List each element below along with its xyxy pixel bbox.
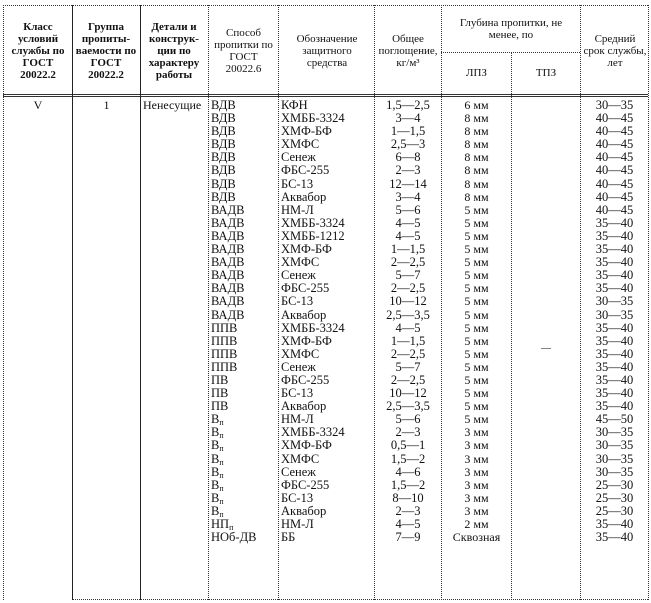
cell-method [211,413,277,426]
method-code: ПВ [211,372,229,387]
header-group: Группа пропиты-ваемости по ГОСТ 20022.2 [75,21,137,81]
column-agent [281,99,373,544]
cell-service-life: 35—40 [595,242,634,257]
method-code: ВДВ [211,111,236,126]
method-subscript: п [219,431,224,441]
cell-service-life: 25—30 [595,503,634,518]
method-subscript: п [219,496,224,506]
cell-service-life: 30—35 [595,294,634,309]
cell-absorption: 5—6 [395,202,421,217]
cell-lpz: 3 мм [464,425,489,440]
impregnation-table [3,5,648,600]
cell-absorption: 4—5 [395,228,421,243]
cell-absorption: 2,5—3,5 [386,399,430,414]
method-code: В [211,438,220,453]
cell-absorption: 2—2,5 [390,346,426,361]
col-border-7 [511,52,512,600]
cell-service-life: 30—35 [595,464,634,479]
cell-absorption: 2—3 [395,163,421,178]
method-code: ППВ [211,320,238,335]
col-border-9 [648,5,649,600]
cell-lpz: 3 мм [464,477,489,492]
column-lpz [442,99,511,544]
cell-agent: ХМББ-3324 [281,111,345,126]
cell-agent: БС-13 [281,294,314,309]
cell-agent: ХМББ-1212 [281,228,345,243]
method-subscript: п [219,418,224,428]
cell-lpz: 8 мм [464,111,489,126]
method-code: ВАДВ [211,281,245,296]
cell-lpz: 3 мм [464,451,489,466]
method-code: В [211,464,220,479]
col-border-0 [3,5,4,600]
method-code: ППВ [211,333,238,348]
cell-lpz: 3 мм [464,503,489,518]
cell-service-life: 40—45 [595,124,634,139]
cell-service-life: 35—40 [595,372,634,387]
method-code: В [211,477,220,492]
cell-lpz: 5 мм [464,255,489,270]
cell-lpz: 8 мм [464,163,489,178]
cell-absorption: 1—1,5 [390,333,426,348]
cell-absorption: 6—8 [395,150,421,165]
cell-agent: ХМФ-БФ [281,242,332,257]
cell-service-life: 45—50 [595,412,634,427]
method-code: ППВ [211,359,238,374]
cell-absorption: 1—1,5 [390,242,426,257]
cell-absorption: 2—2,5 [390,255,426,270]
cell-agent: Аквабор [281,189,327,204]
cell-service-life: 35—40 [595,228,634,243]
cell-service-life: 40—45 [595,163,634,178]
table-bottom-border [72,599,648,600]
cell-agent: ХМФ-БФ [281,124,332,139]
cell-absorption: 4—5 [395,517,421,531]
cell-service-life: 35—40 [595,399,634,414]
cell-agent: ФБС-255 [281,281,330,296]
cell-lpz: 5 мм [464,320,489,335]
cell-agent: ХМББ-3324 [281,425,345,440]
cell-method [211,426,277,439]
cell-service-life: 40—45 [595,202,634,217]
cell-service-life: 25—30 [595,477,634,492]
cell-service-life: 35—40 [595,346,634,361]
method-code: ВАДВ [211,202,245,217]
cell-absorption: 2—2,5 [390,372,426,387]
cell-lpz: Сквозная [452,530,501,545]
col-border-4 [278,5,279,600]
header-service-life: Средний срок службы, лет [583,33,647,69]
cell-service-life: 35—40 [595,281,634,296]
method-code: ПВ [211,399,229,414]
cell-lpz: 5 мм [464,242,489,257]
cell-lpz: 8 мм [464,176,489,191]
cell-lpz: 5 мм [464,281,489,296]
method-code: ВАДВ [211,268,245,283]
cell-class: V [33,98,43,112]
header-absorption-text: Общее поглощение, кг/м³ [378,33,438,69]
method-code: В [211,503,220,518]
cell-absorption: 2—3 [395,425,421,440]
method-code: ВАДВ [211,307,245,322]
cell-service-life: 40—45 [595,150,634,165]
cell-details: Ненесущие [143,98,202,112]
cell-agent: Сенеж [281,268,316,283]
header-depth: Глубина пропитки, не менее, по [459,17,563,41]
cell-method [211,400,277,413]
cell-agent: ФБС-255 [281,372,330,387]
cell-agent: Сенеж [281,359,316,374]
method-code: ВДВ [211,189,236,204]
cell-absorption: 4—6 [395,464,421,479]
cell-agent: КФН [281,98,308,112]
method-code: ВДВ [211,163,236,178]
method-subscript: п [219,444,224,454]
cell-lpz: 5 мм [464,307,489,322]
cell-agent: ХМФС [281,451,320,466]
cell-lpz: 8 мм [464,189,489,204]
column-method [211,99,277,544]
cell-method [211,453,277,466]
cell-agent: Аквабор [281,399,327,414]
cell-agent: БС-13 [281,490,314,505]
method-code: ВАДВ [211,255,245,270]
cell-absorption: 1—1,5 [390,124,426,139]
cell-agent: НМ-Л [281,517,314,531]
cell-lpz: 8 мм [464,150,489,165]
cell-agent: ХМФС [281,255,320,270]
cell-agent: Аквабор [281,503,327,518]
cell-absorption: 5—7 [395,359,421,374]
cell-service-life: 35—40 [595,268,634,283]
method-subscript: п [219,470,224,480]
cell-lpz: 5 мм [464,359,489,374]
cell-absorption: 2—2,5 [390,281,426,296]
cell-service-life: 40—45 [595,189,634,204]
cell-absorption: 2—3 [395,503,421,518]
header-absorption [375,9,441,93]
cell-absorption: 5—7 [395,268,421,283]
cell-service-life: 25—30 [595,490,634,505]
cell-service-life: 30—35 [595,425,634,440]
method-subscript: п [229,523,234,532]
method-code: В [211,425,220,440]
method-subscript: п [219,483,224,493]
cell-service-life: 35—40 [595,320,634,335]
cell-service-life: 30—35 [595,98,634,112]
method-code: ВДВ [211,98,236,112]
cell-agent: ХМФ-БФ [281,438,332,453]
header-bottom-border [3,94,648,97]
cell-lpz: 5 мм [464,346,489,361]
cell-lpz: 5 мм [464,372,489,387]
table-top-border [3,5,648,6]
col-border-3 [208,5,209,600]
column-absorption [375,99,441,544]
method-code: ВДВ [211,137,236,152]
cell-agent: ХМББ-3324 [281,320,345,335]
method-code: В [211,490,220,505]
cell-service-life: 40—45 [595,176,634,191]
method-code: ВАДВ [211,215,245,230]
header-designation: Обозначение защитного средства [296,33,358,69]
cell-lpz: 5 мм [464,399,489,414]
header-method: Способ пропитки по ГОСТ 20022.6 [214,27,273,75]
cell-agent: Сенеж [281,150,316,165]
cell-absorption: 0,5—1 [390,438,426,453]
cell-agent: НМ-Л [281,202,314,217]
cell-absorption: 4—5 [395,320,421,335]
column-service-life [581,99,648,544]
cell-absorption: 1,5—2,5 [386,98,430,112]
cell-agent: ХМФ-БФ [281,333,332,348]
cell-lpz: 5 мм [464,202,489,217]
cell-absorption: 8—10 [392,490,424,505]
method-code: ППВ [211,346,238,361]
cell-agent: БС-13 [281,386,314,401]
cell-absorption: 1,5—2 [390,477,426,492]
cell-agent: ФБС-255 [281,477,330,492]
method-code: ВДВ [211,176,236,191]
cell-lpz: 5 мм [464,268,489,283]
cell-agent: Аквабор [281,307,327,322]
cell-method [211,439,277,452]
cell-method [211,466,277,479]
cell-method [211,492,277,505]
cell-service-life: 35—40 [595,517,634,531]
cell-tpz: — [541,343,551,354]
col-border-1 [72,5,73,600]
method-code: ВДВ [211,150,236,165]
method-code: В [211,451,220,466]
cell-lpz: 3 мм [464,438,489,453]
method-code: ПВ [211,386,229,401]
cell-service-life: 30—35 [595,438,634,453]
cell-lpz: 3 мм [464,490,489,505]
cell-method [211,479,277,492]
cell-absorption: 10—12 [389,386,427,401]
cell-lpz: 3 мм [464,464,489,479]
cell-absorption: 2,5—3 [390,137,426,152]
cell-agent: БС-13 [281,176,314,191]
method-code: В [211,412,220,427]
method-code: ВАДВ [211,294,245,309]
cell-absorption: 7—9 [395,530,421,545]
cell-lpz: 6 мм [464,98,489,112]
cell-service-life: 35—40 [595,255,634,270]
cell-service-life: 40—45 [595,137,634,152]
cell-service-life: 35—40 [595,333,634,348]
cell-agent: Сенеж [281,464,316,479]
cell-service-life: 35—40 [595,530,634,545]
cell-service-life: 30—35 [595,307,634,322]
cell-agent: ХМФС [281,137,320,152]
method-subscript: п [219,509,224,519]
cell-lpz: 5 мм [464,228,489,243]
cell-service-life: 30—35 [595,451,634,466]
cell-method [211,531,277,544]
cell-absorption: 3—4 [395,189,421,204]
cell-agent: ФБС-255 [281,163,330,178]
method-code: ВАДВ [211,228,245,243]
cell-lpz: 5 мм [464,215,489,230]
cell-absorption: 2,5—3,5 [386,307,430,322]
cell-lpz: 8 мм [464,124,489,139]
cell-lpz: 8 мм [464,137,489,152]
cell-absorption: 1,5—2 [390,451,426,466]
header-lpz: ЛПЗ [466,67,487,79]
cell-lpz: 2 мм [464,517,489,531]
col-border-2 [140,5,141,600]
cell-service-life: 35—40 [595,386,634,401]
cell-absorption: 10—12 [389,294,427,309]
cell-agent: ХМББ-3324 [281,215,345,230]
cell-lpz: 5 мм [464,412,489,427]
header-tpz: ТПЗ [535,67,557,79]
method-code: НП [211,517,230,531]
cell-group: 1 [103,98,110,112]
cell-agent: НМ-Л [281,412,314,427]
cell-agent: ХМФС [281,346,320,361]
method-subscript: п [219,457,224,467]
method-code: ВДВ [211,124,236,139]
cell-service-life: 35—40 [595,215,634,230]
cell-lpz: 5 мм [464,333,489,348]
header-details: Детали и конструк-ции по характеру работы [148,21,200,81]
header-class: Класс условий службы по ГОСТ 20022.2 [11,21,65,81]
cell-service-life: 40—45 [595,111,634,126]
cell-lpz: 5 мм [464,294,489,309]
cell-absorption: 3—4 [395,111,421,126]
cell-lpz: 5 мм [464,386,489,401]
cell-absorption: 5—6 [395,412,421,427]
cell-absorption: 12—14 [389,176,427,191]
method-code: НОб-ДВ [211,530,257,545]
method-code: ВАДВ [211,242,245,257]
cell-absorption: 4—5 [395,215,421,230]
cell-service-life: 35—40 [595,359,634,374]
cell-agent: ББ [281,530,296,545]
